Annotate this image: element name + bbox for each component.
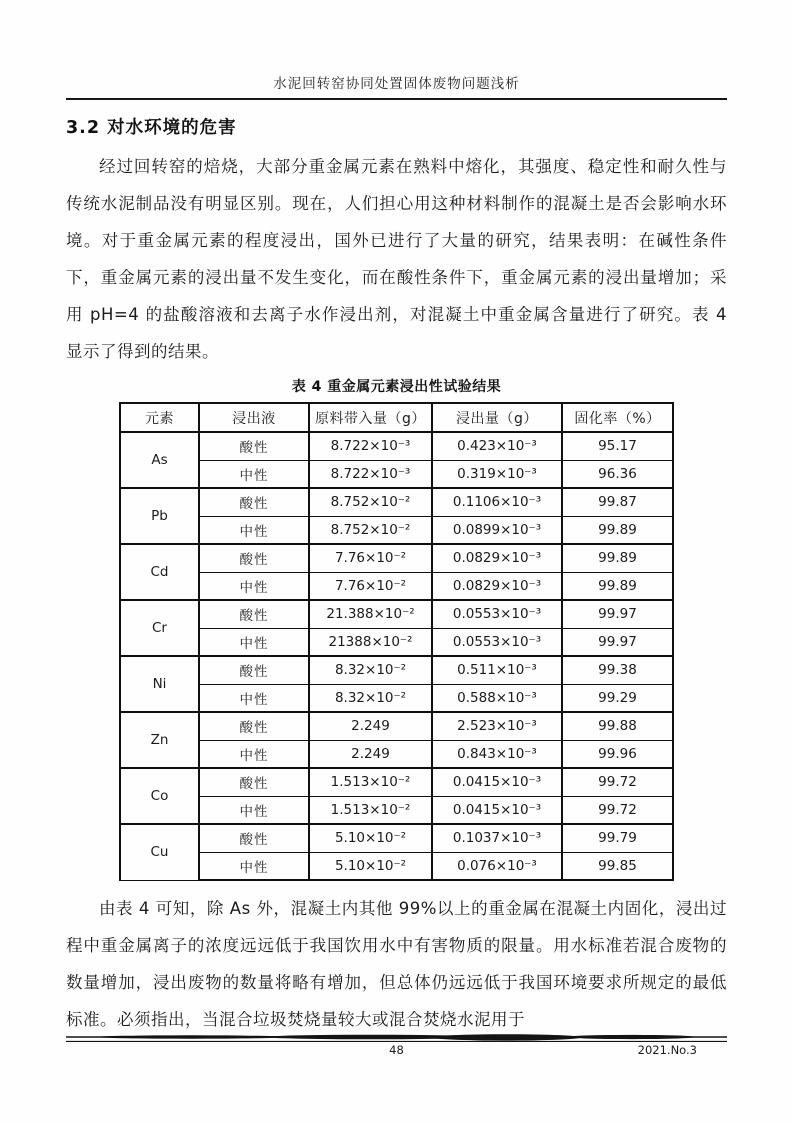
solidification-rate-cell: 95.17 (562, 432, 673, 460)
solidification-rate-cell: 99.87 (562, 488, 673, 516)
leachate-cell: 酸性 (199, 656, 309, 684)
results-table-body (120, 432, 673, 880)
input-amount-cell: 21.388×10⁻² (309, 600, 432, 628)
solidification-rate-cell: 99.89 (562, 572, 673, 600)
input-amount-cell: 5.10×10⁻² (309, 824, 432, 852)
element-cell: Pb (120, 488, 199, 544)
leachate-cell: 中性 (199, 852, 309, 880)
leachate-cell: 酸性 (199, 432, 309, 460)
leached-amount-cell: 0.843×10⁻³ (432, 740, 562, 768)
input-amount-cell: 1.513×10⁻² (309, 768, 432, 796)
solidification-rate-cell: 99.89 (562, 516, 673, 544)
results-table-head (120, 403, 673, 432)
table-row (120, 488, 673, 516)
leached-amount-cell: 2.523×10⁻³ (432, 712, 562, 740)
table-row (120, 656, 673, 684)
element-cell: Zn (120, 712, 199, 768)
leached-amount-cell: 0.1106×10⁻³ (432, 488, 562, 516)
leachate-cell: 酸性 (199, 824, 309, 852)
leachate-cell: 中性 (199, 684, 309, 712)
input-amount-cell: 8.722×10⁻³ (309, 432, 432, 460)
results-table (119, 402, 674, 881)
leachate-cell: 中性 (199, 572, 309, 600)
input-amount-cell: 8.752×10⁻² (309, 488, 432, 516)
table-row (120, 740, 673, 768)
col-header-solidification-rate: 固化率（%） (562, 403, 673, 432)
input-amount-cell: 7.76×10⁻² (309, 572, 432, 600)
leached-amount-cell: 0.511×10⁻³ (432, 656, 562, 684)
section-heading: 3.2 对水环境的危害 (66, 118, 237, 138)
solidification-rate-cell: 99.79 (562, 824, 673, 852)
table-row (120, 544, 673, 572)
table-row (120, 460, 673, 488)
input-amount-cell: 1.513×10⁻² (309, 796, 432, 824)
table-row (120, 796, 673, 824)
solidification-rate-cell: 99.85 (562, 852, 673, 880)
leached-amount-cell: 0.319×10⁻³ (432, 460, 562, 488)
leached-amount-cell: 0.0553×10⁻³ (432, 600, 562, 628)
leached-amount-cell: 0.0415×10⁻³ (432, 768, 562, 796)
col-header-leached-amount: 浸出量（g） (432, 403, 562, 432)
leached-amount-cell: 0.0899×10⁻³ (432, 516, 562, 544)
leachate-cell: 酸性 (199, 544, 309, 572)
leached-amount-cell: 0.0829×10⁻³ (432, 544, 562, 572)
issue-label: 2021.No.3 (637, 1043, 697, 1057)
input-amount-cell: 8.752×10⁻² (309, 516, 432, 544)
leached-amount-cell: 0.588×10⁻³ (432, 684, 562, 712)
leachate-cell: 中性 (199, 516, 309, 544)
element-cell: As (120, 432, 199, 488)
element-cell: Ni (120, 656, 199, 712)
leached-amount-cell: 0.423×10⁻³ (432, 432, 562, 460)
footer-rule (66, 1034, 727, 1043)
table-row (120, 572, 673, 600)
input-amount-cell: 2.249 (309, 712, 432, 740)
table-row (120, 628, 673, 656)
leachate-cell: 中性 (199, 628, 309, 656)
input-amount-cell: 8.32×10⁻² (309, 656, 432, 684)
col-header-element: 元素 (120, 403, 199, 432)
element-cell: Cr (120, 600, 199, 656)
table-row (120, 432, 673, 460)
solidification-rate-cell: 96.36 (562, 460, 673, 488)
leachate-cell: 酸性 (199, 768, 309, 796)
paragraph-2: 由表 4 可知，除 As 外，混凝土内其他 99%以上的重金属在混凝土内固化，浸出过程中重金属离子的浓度远远低于我国饮用水中有害物质的限量。用水标准若混合废物的数量增加，浸出废物的数量将略有增加，但总体仍远远低于我国环境要求所规定的最低标准。必须指出，当混合垃圾焚烧量较大或混合焚烧水泥用于 (66, 899, 727, 1029)
input-amount-cell: 8.722×10⁻³ (309, 460, 432, 488)
solidification-rate-cell: 99.89 (562, 544, 673, 572)
table-row (120, 600, 673, 628)
leached-amount-cell: 0.0415×10⁻³ (432, 796, 562, 824)
leached-amount-cell: 0.0553×10⁻³ (432, 628, 562, 656)
col-header-leachate: 浸出液 (199, 403, 309, 432)
input-amount-cell: 8.32×10⁻² (309, 684, 432, 712)
running-header (66, 0, 727, 100)
solidification-rate-cell: 99.72 (562, 796, 673, 824)
input-amount-cell: 21388×10⁻² (309, 628, 432, 656)
input-amount-cell: 5.10×10⁻² (309, 852, 432, 880)
input-amount-cell: 7.76×10⁻² (309, 544, 432, 572)
col-header-input-amount: 原料带入量（g） (309, 403, 432, 432)
table-row (120, 684, 673, 712)
leachate-cell: 酸性 (199, 600, 309, 628)
leachate-cell: 中性 (199, 460, 309, 488)
leachate-cell: 中性 (199, 796, 309, 824)
leached-amount-cell: 0.0829×10⁻³ (432, 572, 562, 600)
solidification-rate-cell: 99.72 (562, 768, 673, 796)
leachate-cell: 酸性 (199, 712, 309, 740)
element-cell: Cd (120, 544, 199, 600)
page-footer (66, 1034, 727, 1061)
table-header-row (120, 403, 673, 432)
table-row (120, 852, 673, 880)
solidification-rate-cell: 99.97 (562, 628, 673, 656)
page-number: 48 (389, 1043, 404, 1057)
running-title: 水泥回转窑协同处置固体废物问题浅析 (273, 76, 520, 92)
table-row (120, 516, 673, 544)
solidification-rate-cell: 99.38 (562, 656, 673, 684)
table-row (120, 712, 673, 740)
element-cell: Cu (120, 824, 199, 880)
table-row (120, 768, 673, 796)
solidification-rate-cell: 99.88 (562, 712, 673, 740)
leachate-cell: 酸性 (199, 488, 309, 516)
leached-amount-cell: 0.076×10⁻³ (432, 852, 562, 880)
paragraph-1: 经过回转窑的焙烧，大部分重金属元素在熟料中熔化，其强度、稳定性和耐久性与传统水泥制品没有明显区别。现在，人们担心用这种材料制作的混凝土是否会影响水环境。对于重金属元素的程度浸出，国外已进行了大量的研究，结果表明：在碱性条件下，重金属元素的浸出量不发生变化，而在酸性条件下，重金属元素的浸出量增加；采用 pH=4 的盐酸溶液和去离子水作浸出剂，对混凝土中重金属含量进行了研究。表 4 显示了得到的结果。 (66, 157, 727, 361)
solidification-rate-cell: 99.97 (562, 600, 673, 628)
table-caption: 表 4 重金属元素浸出性试验结果 (291, 379, 502, 395)
leached-amount-cell: 0.1037×10⁻³ (432, 824, 562, 852)
input-amount-cell: 2.249 (309, 740, 432, 768)
solidification-rate-cell: 99.96 (562, 740, 673, 768)
leachate-cell: 中性 (199, 740, 309, 768)
footer-row (66, 1043, 727, 1061)
element-cell: Co (120, 768, 199, 824)
table-row (120, 824, 673, 852)
solidification-rate-cell: 99.29 (562, 684, 673, 712)
